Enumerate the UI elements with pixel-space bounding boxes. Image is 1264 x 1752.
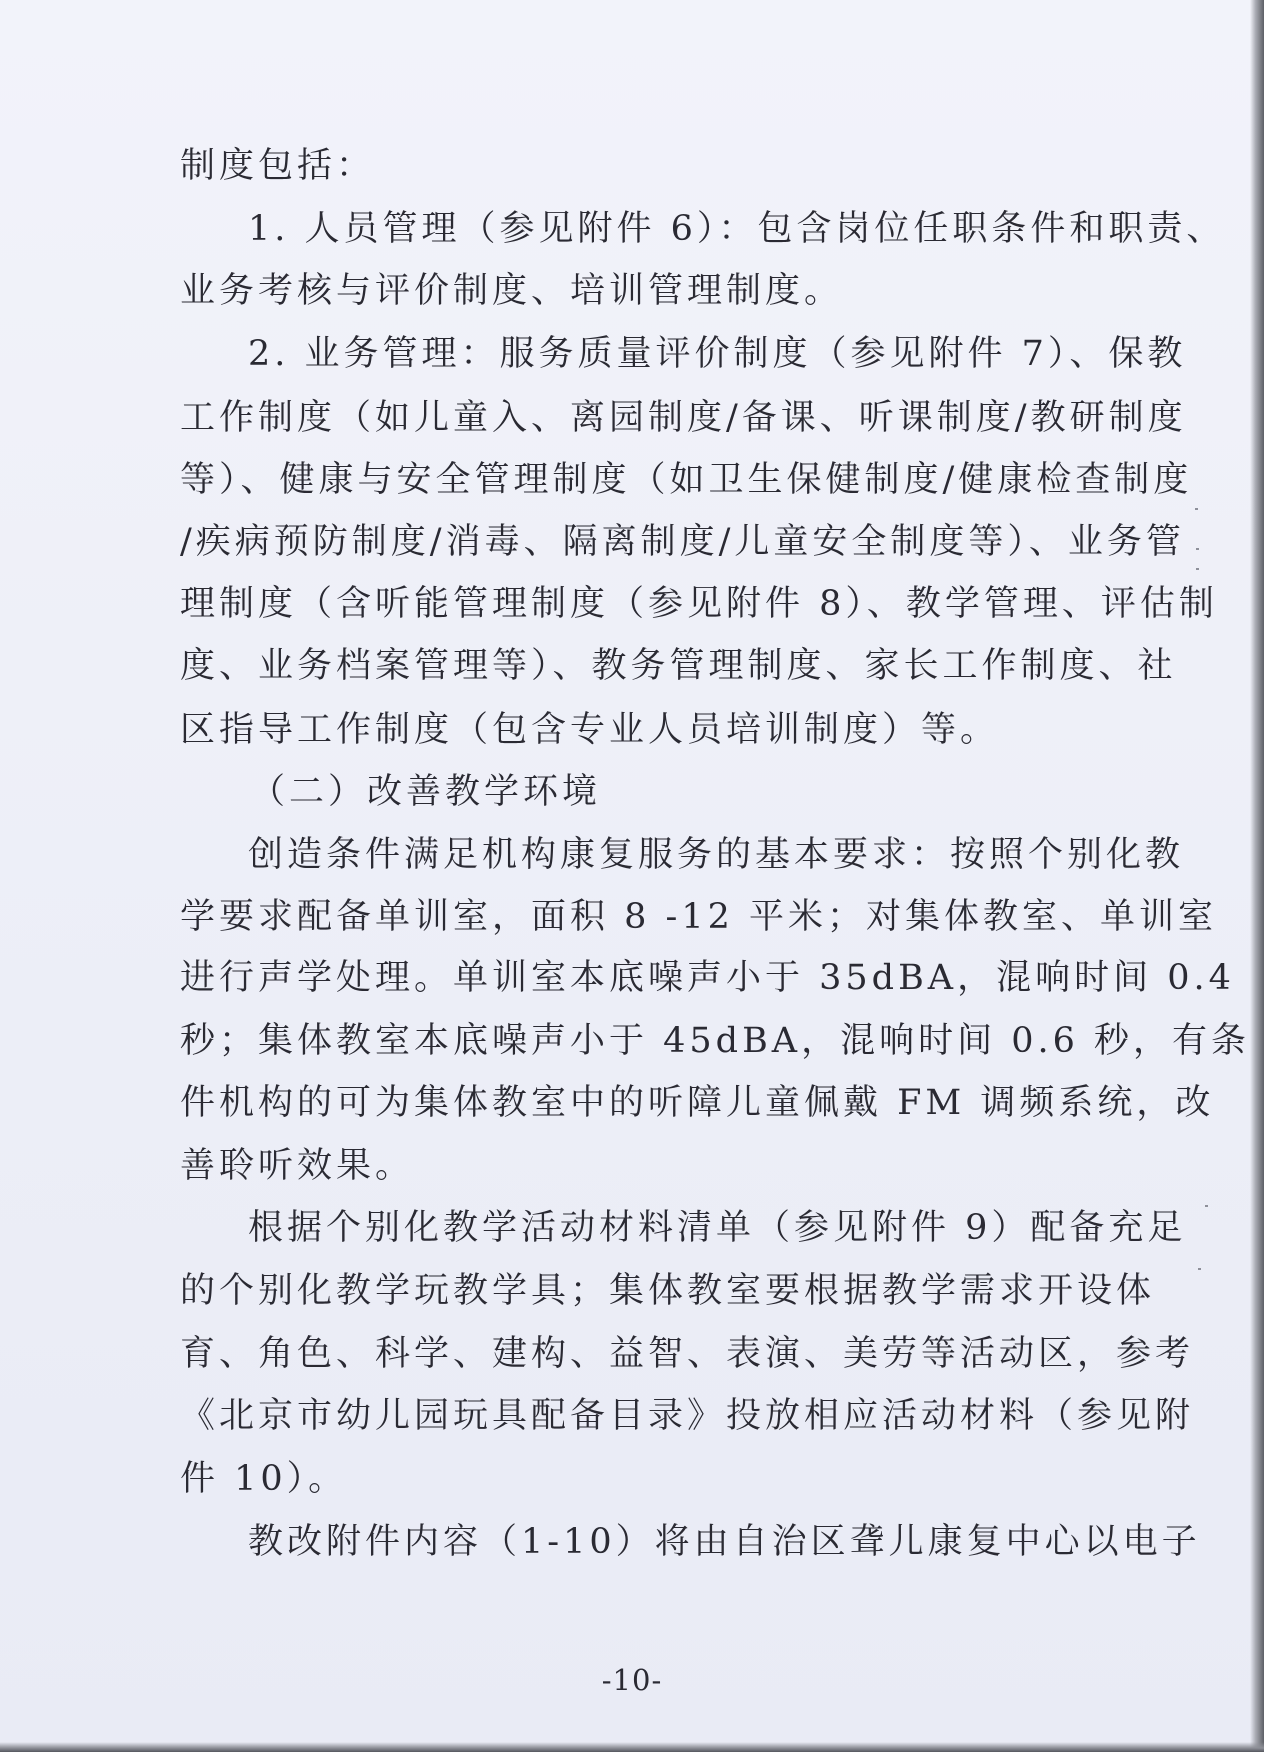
body-line-8: 理制度（含听能管理制度（参见附件 8）、教学管理、评估制 xyxy=(180,584,1218,624)
body-line-10: 区指导工作制度（包含专业人员培训制度）等。 xyxy=(180,710,1000,750)
body-line-19: 的个别化教学玩教学具；集体教室要根据教学需求开设体 xyxy=(180,1271,1156,1311)
body-line-16: 件机构的可为集体教室中的听障儿童佩戴 FM 调频系统，改 xyxy=(180,1083,1215,1123)
body-line-3: 业务考核与评价制度、培训管理制度。 xyxy=(180,271,844,311)
body-line-5: 工作制度（如儿童入、离园制度/备课、听课制度/教研制度 xyxy=(180,398,1187,438)
body-line-7: /疾病预防制度/消毒、隔离制度/儿童安全制度等）、业务管 xyxy=(180,522,1185,562)
body-line-1: 制度包括： xyxy=(180,146,376,186)
body-line-22: 件 10）。 xyxy=(180,1459,348,1499)
page-number: -10- xyxy=(601,1663,663,1697)
scan-bottom-edge xyxy=(0,1742,1264,1752)
body-line-23: 教改附件内容（1-10）将由自治区聋儿康复中心以电子 xyxy=(248,1522,1201,1562)
body-line-2: 1. 人员管理（参见附件 6）：包含岗位任职条件和职责、 xyxy=(248,209,1226,249)
body-line-20: 育、角色、科学、建构、益智、表演、美劳等活动区，参考 xyxy=(180,1334,1195,1374)
body-line-17: 善聆听效果。 xyxy=(180,1146,415,1186)
body-line-4: 2. 业务管理：服务质量评价制度（参见附件 7）、保教 xyxy=(248,334,1187,374)
scan-speck xyxy=(1195,508,1198,510)
body-line-6: 等）、健康与安全管理制度（如卫生保健制度/健康检查制度 xyxy=(180,460,1193,500)
body-line-13: 学要求配备单训室，面积 8 -12 平米；对集体教室、单训室 xyxy=(180,897,1218,937)
section-heading: （二）改善教学环境 xyxy=(250,772,602,812)
body-line-15: 秒；集体教室本底噪声小于 45dBA，混响时间 0.6 秒，有条 xyxy=(180,1021,1250,1061)
scan-speck xyxy=(1196,568,1199,570)
body-line-18: 根据个别化教学活动材料清单（参见附件 9）配备充足 xyxy=(248,1208,1187,1248)
body-line-21: 《北京市幼儿园玩具配备目录》投放相应活动材料（参见附 xyxy=(180,1396,1195,1436)
body-line-12: 创造条件满足机构康复服务的基本要求：按照个别化教 xyxy=(248,835,1185,875)
body-line-14: 进行声学处理。单训室本底噪声小于 35dBA，混响时间 0.4 xyxy=(180,958,1235,998)
body-line-9: 度、业务档案管理等）、教务管理制度、家长工作制度、社 xyxy=(180,646,1177,686)
